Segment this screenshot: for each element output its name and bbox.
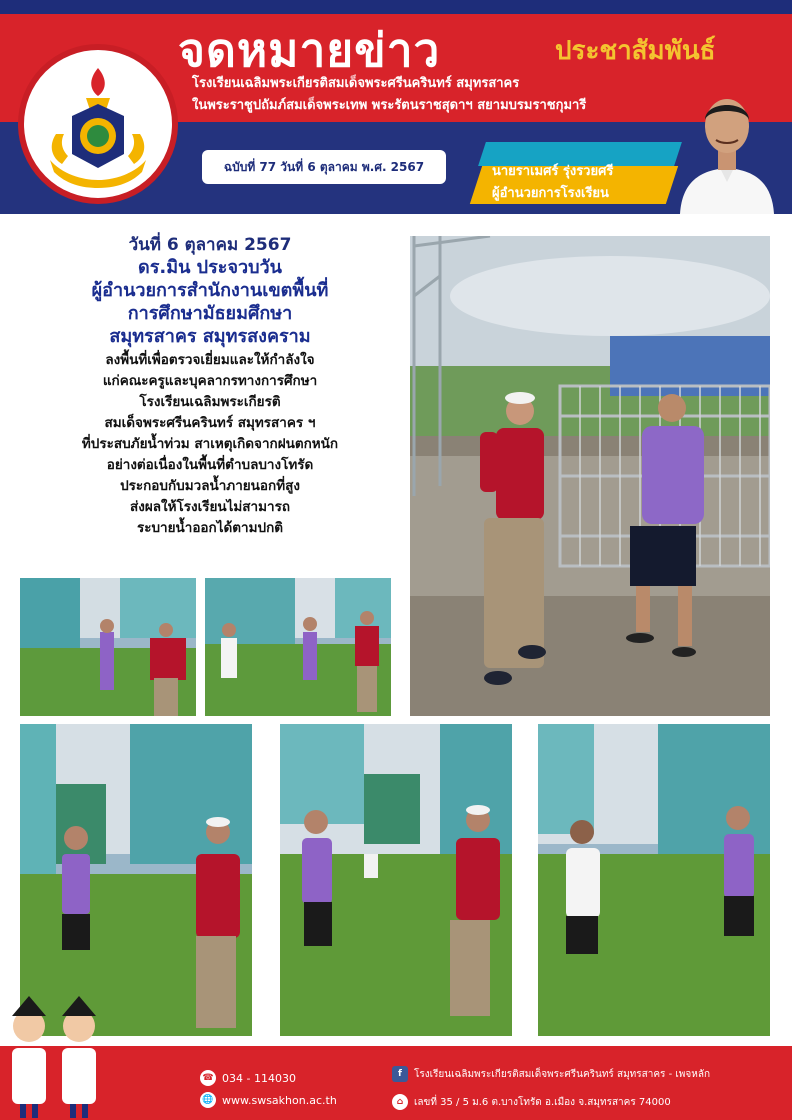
director-title: ผู้อำนวยการโรงเรียน: [492, 186, 609, 201]
story-headline-3: การศึกษามัธยมศึกษา: [127, 303, 293, 324]
student-mascots: [0, 986, 130, 1120]
story-body: [20, 350, 400, 539]
story-body-line: สมเด็จพระศรีนครินทร์ สมุทรสาคร ฯ: [104, 415, 316, 431]
inspection-photo-1: [20, 578, 196, 716]
main-flood-photo: [410, 236, 770, 716]
director-photo: [672, 70, 782, 214]
director-name: นายราเมศร์ รุ่งรวยศรี: [492, 164, 614, 179]
news-story: [20, 234, 400, 539]
story-body-line: โรงเรียนเฉลิมพระเกียรติ: [139, 394, 281, 410]
school-name-line1: โรงเรียนเฉลิมพระเกียรติสมเด็จพระศรีนครินทร์ สมุทรสาคร: [192, 76, 520, 91]
newsletter-title: จดหมายข่าว: [178, 23, 441, 77]
story-body-line: ส่งผลให้โรงเรียนไม่สามารถ: [129, 499, 291, 515]
footer-address-text: เลขที่ 35 / 5 ม.6 ต.บางโทรัด อ.เมือง จ.สมุทรสาคร 74000: [414, 1096, 671, 1108]
story-body-line: ลงพื้นที่เพื่อตรวจเยี่ยมและให้กำลังใจ: [105, 352, 315, 368]
story-headline-1: ดร.มิน ประจวบวัน: [138, 257, 282, 278]
story-body-line: ระบายน้ำออกได้ตามปกติ: [136, 520, 284, 536]
story-body-line: แก่คณะครูและบุคลากรทางการศึกษา: [102, 373, 318, 389]
footer-facebook-text[interactable]: โรงเรียนเฉลิมพระเกียรติสมเด็จพระศรีนครินทร์ สมุทรสาคร - เพจหลัก: [414, 1068, 711, 1080]
location-icon: ⌂: [392, 1094, 408, 1110]
school-emblem-icon: [42, 64, 154, 196]
story-headline-4: สมุทรสาคร สมุทรสงคราม: [109, 326, 311, 347]
footer-phone: [200, 1070, 296, 1086]
story-headline-2: ผู้อำนวยการสำนักงานเขตพื้นที่: [91, 280, 329, 301]
story-body-line: ประกอบกับมวลน้ำภายนอกที่สูง: [120, 478, 300, 494]
facebook-icon: f: [392, 1066, 408, 1082]
story-body-line: ที่ประสบภัยน้ำท่วม สาเหตุเกิดจากฝนตกหนัก: [81, 436, 339, 452]
top-stripe: [0, 0, 792, 14]
inspection-photo-4: [280, 724, 512, 1036]
story-body-line: อย่างต่อเนื่องในพื้นที่ตำบลบางโทรัด: [106, 457, 314, 473]
school-name-line2: ในพระราชูปถัมภ์สมเด็จพระเทพ พระรัตนราชสุดาฯ สยามบรมราชกุมารี: [192, 98, 587, 113]
phone-icon: ☎: [200, 1070, 216, 1086]
inspection-photo-5: [538, 724, 770, 1036]
inspection-photo-2: [205, 578, 391, 716]
newsletter-subtitle: ประชาสัมพันธ์: [555, 36, 716, 66]
footer-facebook[interactable]: [392, 1066, 710, 1082]
globe-icon: 🌐: [200, 1092, 216, 1108]
footer-website-text[interactable]: www.swsakhon.ac.th: [222, 1093, 337, 1107]
school-logo: [18, 44, 178, 204]
footer-address: [392, 1094, 671, 1110]
story-date: วันที่ 6 ตุลาคม 2567: [128, 235, 292, 255]
footer-website[interactable]: [200, 1092, 337, 1108]
footer-phone-text: 034 - 114030: [222, 1071, 296, 1085]
issue-info: ฉบับที่ 77 วันที่ 6 ตุลาคม พ.ศ. 2567: [202, 150, 446, 184]
